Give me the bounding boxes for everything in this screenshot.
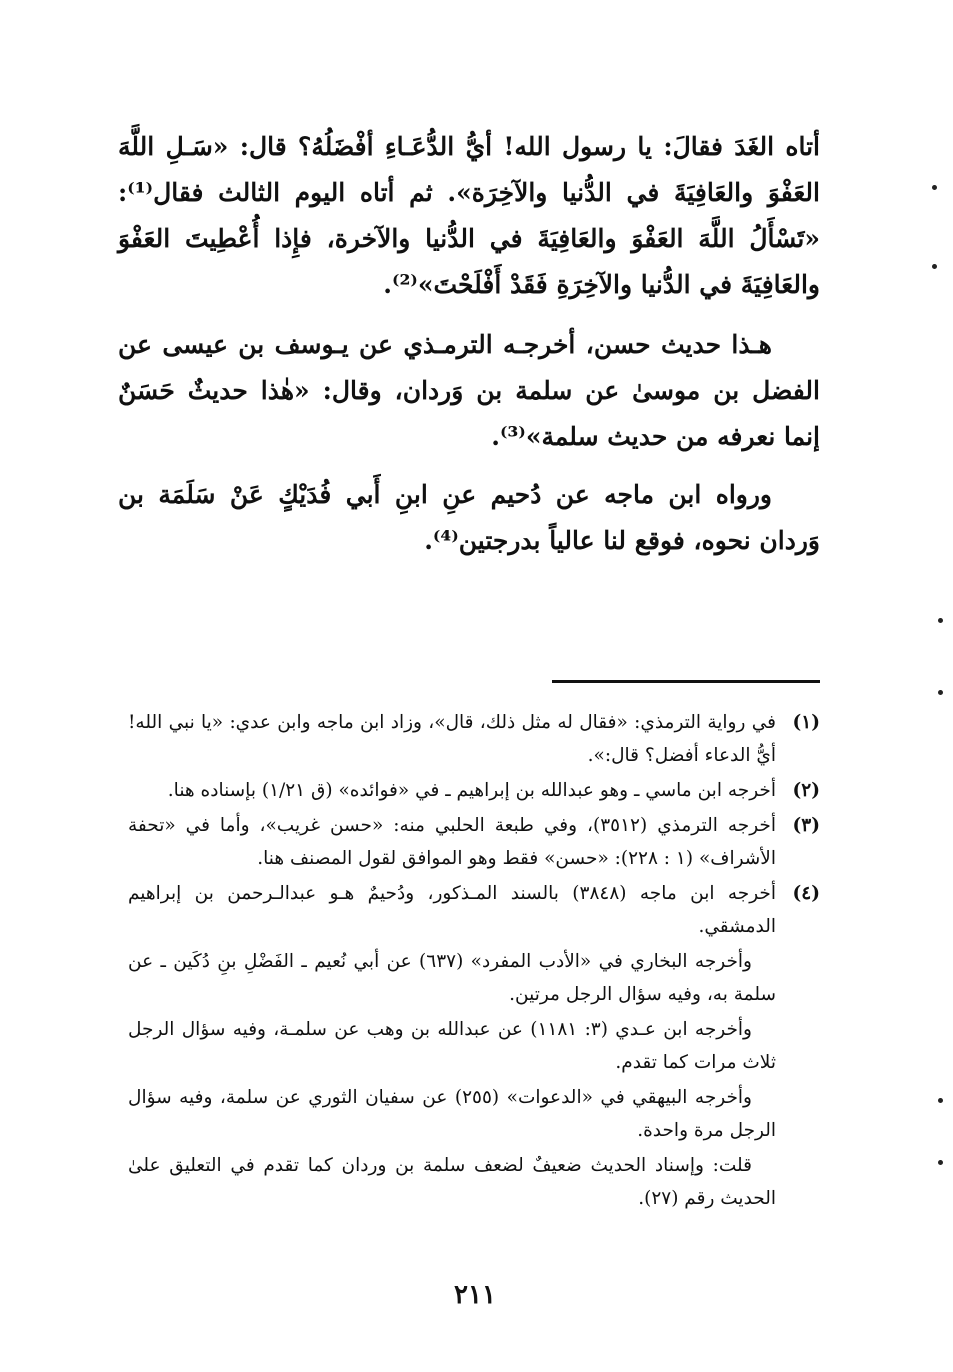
footnote-number: (١) xyxy=(792,712,820,733)
margin-speck xyxy=(938,1098,943,1103)
margin-speck xyxy=(932,264,937,269)
margin-speck xyxy=(938,1160,943,1165)
footnote-text: أخرجه ابن ماسي ـ وهو عبدالله بن إبراهيم ـ في «فوائده» (ق ١/٢١) بإسناده هنا. xyxy=(167,780,776,801)
footnote-text: أخرجه ابن ماجه (٣٨٤٨) بالسند المـذكور، ودُحيمٌ هـو عبدالـرحمن بن إبراهيم الدمشقي. xyxy=(128,883,776,937)
page-number: ٢١١ xyxy=(454,1280,496,1310)
footnotes-section xyxy=(128,706,820,1217)
margin-speck xyxy=(938,690,943,695)
footnote-continuation: وأخرجه ابن عـدي (٣: ١١٨١) عن عبدالله بن وهب عن سلمـة، وفيه سؤال الرجل ثلاث مرات كما تقدم. xyxy=(128,1019,776,1073)
footnote-number: (٤) xyxy=(792,883,820,904)
footnote-text: أخرجه الترمذي (٣٥١٢)، وفي طبعة الحلبي منه: «حسن غريب»، وأما في «تحفة الأشراف» (١ : ٢٢٨): «حسن» فقط وهو الموافق لقول المصنف هنا. xyxy=(128,815,776,869)
footnote xyxy=(128,774,820,807)
footnote xyxy=(128,809,820,875)
body-paragraph: هـذا حديث حسن، أخرجـه الترمـذي عن يـوسف بن عيسى عن الفضل بن موسىٰ عن سلمة بن وَردان، وقال: «هٰذا حديثٌ حَسَنٌ إنما نعرفه من حديث سلمة»⁽³⁾. xyxy=(118,330,820,451)
footnote-number: (٢) xyxy=(792,780,820,801)
body-paragraph: ورواه ابن ماجه عن دُحيم عنِ ابنِ أَبي فُدَيْكٍ عَنْ سَلَمَة بن وَردان نحوه، فوقع لنا عالياً بدرجتين⁽⁴⁾. xyxy=(118,480,820,555)
footnote-continuation: قلت: وإسناد الحديث ضعيفٌ لضعف سلمة بن وردان كما تقدم في التعليق علىٰ الحديث رقم (٢٧). xyxy=(128,1155,776,1209)
footnote-number: (٣) xyxy=(792,815,820,836)
body-paragraph: أتاه الغَدَ فقالَ: يا رسول الله! أيُّ الدُّعَـاءِ أفْضَلُهُ؟ قال: «سَـلِ اللَّهَ العَفْوَ والعَافِيَةَ في الدُّنيا والآخِرَة». ثم أتاه اليوم الثالث فقال⁽¹⁾: «تَسْأَلُ اللَّهَ العَفْوَ والعَافِيَةَ في الدُّنيا والآخرة، فإِذا أُعْطِيتَ العَفْوَ والعَافِيَةَ في الدُّنيا والآخِرَةِ فَقَدْ أَفْلَحْتَ»⁽²⁾. xyxy=(118,132,820,299)
footnote-continuation: وأخرجه البيهقي في «الدعوات» (٢٥٥) عن سفيان الثوري عن سلمة، وفيه سؤال الرجل مرة واحدة. xyxy=(128,1087,776,1141)
footnote xyxy=(128,877,820,943)
margin-speck xyxy=(932,185,937,190)
margin-speck xyxy=(938,618,943,623)
footnote-text: في رواية الترمذي: «فقال له مثل ذلك، قال»، وزاد ابن ماجه وابن عدي: «يا نبي الله! أيُّ الدعاء أفضل؟ قال:». xyxy=(128,712,776,766)
footnote xyxy=(128,706,820,772)
footnote-continuation: وأخرجه البخاري في «الأدب المفرد» (٦٣٧) عن أبي نُعيم ـ الفَضْلِ بنِ دُكَين ـ عن سلمة به، وفيه سؤال الرجل مرتين. xyxy=(128,951,776,1005)
footnote-divider xyxy=(552,680,820,683)
